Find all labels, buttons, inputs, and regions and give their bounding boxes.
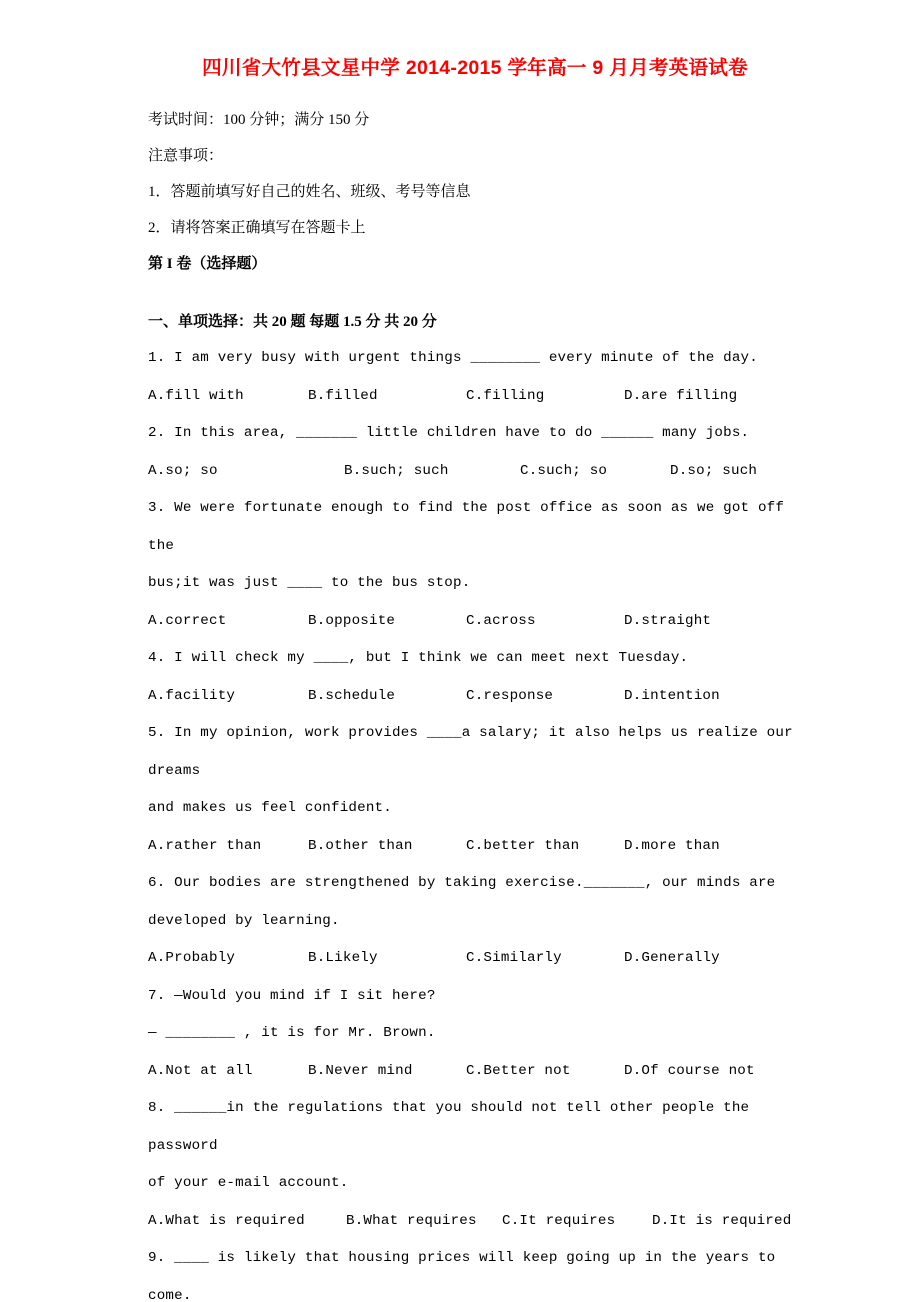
option-b[interactable]: B.other than [308, 837, 413, 854]
exam-time-line: 考试时间：100 分钟；满分 150 分 [148, 112, 370, 128]
option-b[interactable]: B.Never mind [308, 1062, 413, 1079]
question-item [148, 415, 802, 490]
question-stem: 9. ____ is likely that housing prices will keep going up in the years to [148, 1250, 776, 1266]
question-options [148, 1203, 802, 1241]
option-b[interactable]: B.Likely [308, 950, 378, 966]
question-item [148, 715, 802, 865]
option-d[interactable]: D.It is required [652, 1212, 792, 1229]
option-d[interactable]: D.straight [624, 612, 712, 629]
part-label: 第 I 卷（选择题） [148, 256, 267, 272]
option-a[interactable]: A.facility [148, 687, 236, 704]
option-b[interactable]: B.filled [308, 387, 378, 404]
option-a[interactable]: A.so; so [148, 462, 218, 479]
option-c[interactable]: C.It requires [502, 1212, 616, 1229]
question-stem: 2. In this area, _______ little children have to do ______ many jobs. [148, 425, 750, 441]
question-stem: 5. In my opinion, work provides ____a salary; it also helps us realize our dreams [148, 725, 802, 779]
section-heading: 一、单项选择：共 20 题 每题 1.5 分 共 20 分 [148, 314, 437, 330]
option-c[interactable]: C.such; so [520, 462, 608, 479]
question-stem: 1. I am very busy with urgent things ________ every minute of the day. [148, 350, 758, 366]
option-d[interactable]: D.Generally [624, 950, 720, 966]
option-c[interactable]: C.response [466, 687, 554, 704]
question-options [148, 378, 802, 416]
option-d[interactable]: D.intention [624, 687, 720, 704]
question-stem-cont: and makes us feel confident. [148, 800, 392, 816]
option-b[interactable]: B.schedule [308, 687, 396, 704]
option-a[interactable]: A.correct [148, 612, 227, 629]
question-item [148, 1240, 802, 1302]
option-a[interactable]: A.fill with [148, 387, 244, 404]
notice-heading: 注意事项： [148, 148, 224, 164]
option-c[interactable]: C.Better not [466, 1062, 571, 1079]
question-item [148, 865, 802, 978]
option-d[interactable]: D.more than [624, 837, 720, 854]
question-stem-cont: come. [148, 1287, 192, 1302]
option-d[interactable]: D.so; such [670, 462, 758, 479]
question-stem-cont: of your e-mail account. [148, 1175, 349, 1191]
question-options [148, 453, 802, 491]
option-d[interactable]: D.Of course not [624, 1062, 755, 1079]
notice-item-2: 2．请将答案正确填写在答题卡上 [148, 220, 366, 236]
page-title: 四川省大竹县文星中学 2014-2015 学年高一 9 月月考英语试卷 [202, 57, 748, 79]
option-a[interactable]: A.Probably [148, 950, 236, 966]
question-stem: 8. ______in the regulations that you should not tell other people the password [148, 1100, 758, 1154]
option-a[interactable]: A.rather than [148, 837, 262, 854]
option-a[interactable]: A.What is required [148, 1212, 305, 1229]
question-options [148, 603, 802, 641]
question-stem-cont: bus;it was just ____ to the bus stop. [148, 575, 471, 591]
option-d[interactable]: D.are filling [624, 387, 738, 404]
question-stem: 7. —Would you mind if I sit here? [148, 987, 436, 1004]
question-item [148, 1090, 802, 1240]
question-options [148, 828, 802, 866]
question-item [148, 978, 802, 1091]
option-c[interactable]: C.better than [466, 837, 580, 854]
question-stem: 6. Our bodies are strengthened by taking exercise._______, our minds are [148, 875, 776, 891]
question-item [148, 490, 802, 640]
option-c[interactable]: C.filling [466, 387, 545, 404]
option-c[interactable]: C.across [466, 612, 536, 629]
option-a[interactable]: A.Not at all [148, 1062, 253, 1079]
option-b[interactable]: B.such; such [344, 462, 449, 479]
question-stem-cont: — ________ , it is for Mr. Brown. [148, 1025, 436, 1041]
question-item [148, 640, 802, 715]
question-stem: 4. I will check my ____, but I think we can meet next Tuesday. [148, 650, 689, 666]
question-options [148, 1053, 802, 1091]
option-c[interactable]: C.Similarly [466, 950, 562, 966]
spacer [148, 282, 802, 304]
question-options [148, 678, 802, 716]
question-stem-cont: developed by learning. [148, 912, 340, 929]
option-b[interactable]: B.What requires [346, 1212, 477, 1229]
notice-item-1: 1．答题前填写好自己的姓名、班级、考号等信息 [148, 184, 471, 200]
question-options [148, 940, 802, 978]
question-stem: 3. We were fortunate enough to find the post office as soon as we got off the [148, 500, 793, 554]
option-b[interactable]: B.opposite [308, 612, 396, 629]
question-item [148, 340, 802, 415]
